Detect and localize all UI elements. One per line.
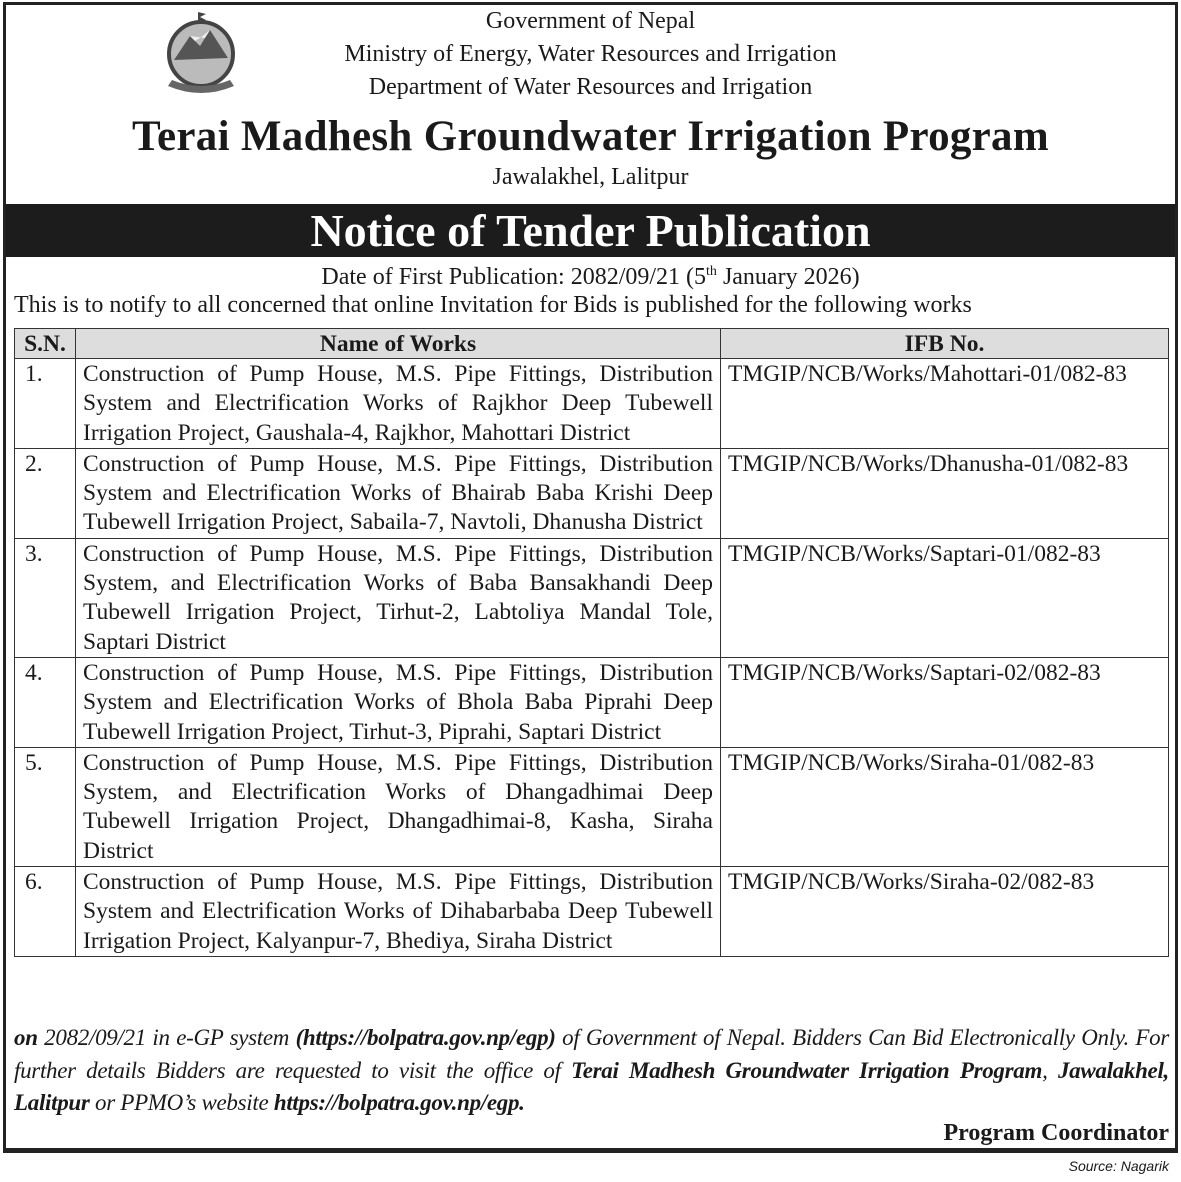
cell-ifb: TMGIP/NCB/Works/Mahottari-01/082-83 xyxy=(721,359,1169,449)
table-row xyxy=(15,359,1169,449)
gov-line: Government of Nepal xyxy=(485,8,696,34)
source: Source: Nagarik xyxy=(1068,1158,1169,1174)
table-row xyxy=(15,747,1169,866)
table-row xyxy=(15,538,1169,657)
cell-name: Construction of Pump House, M.S. Pipe Fittings, Distribution System and Electrification Works of Dihabarbaba Deep Tubewell Irrigation Project, Kalyanpur-7, Bhediya, Siraha District xyxy=(76,867,721,957)
footer-text: on 2082/09/21 in e-GP system (https://bolpatra.gov.np/egp) of Government of Nepal. Bidders Can Bid Electronically Only. For further details Bidders are requested to visit the office of Terai Madhesh Groundwater Irrigation Program, Jawalakhel, Lalitpur or PPMO’s website https://bolpatra.gov.np/egp. xyxy=(14,1025,1170,1115)
cell-ifb: TMGIP/NCB/Works/Siraha-01/082-83 xyxy=(721,747,1169,866)
header-ifb: IFB No. xyxy=(721,329,1169,359)
publication-date: Date of First Publication: 2082/09/21 (5th January 2026) xyxy=(321,264,860,290)
cell-name: Construction of Pump House, M.S. Pipe Fittings, Distribution System, and Electrification Works of Baba Bansakhandi Deep Tubewell Irrigation Project, Tirhut-2, Labtoliya Mandal Tole, Saptari District xyxy=(76,538,721,657)
program-title: Terai Madhesh Groundwater Irrigation Program xyxy=(132,113,1049,160)
table-row xyxy=(15,448,1169,538)
cell-sn: 4. xyxy=(15,657,76,747)
cell-name: Construction of Pump House, M.S. Pipe Fittings, Distribution System and Electrification Works of Bhairab Baba Krishi Deep Tubewell Irrigation Project, Sabaila-7, Navtoli, Dhanusha District xyxy=(76,448,721,538)
cell-sn: 3. xyxy=(15,538,76,657)
notice-title: Notice of Tender Publication xyxy=(6,204,1175,257)
cell-ifb: TMGIP/NCB/Works/Saptari-02/082-83 xyxy=(721,657,1169,747)
cell-sn: 5. xyxy=(15,747,76,866)
signature: Program Coordinator xyxy=(943,1120,1169,1146)
cell-name: Construction of Pump House, M.S. Pipe Fittings, Distribution System and Electrification Works of Bhola Baba Piprahi Deep Tubewell Irrigation Project, Tirhut-3, Piprahi, Saptari District xyxy=(76,657,721,747)
department-line: Department of Water Resources and Irrigation xyxy=(368,74,813,100)
address: Jawalakhel, Lalitpur xyxy=(492,164,689,190)
header-sn: S.N. xyxy=(15,329,76,359)
cell-ifb: TMGIP/NCB/Works/Dhanusha-01/082-83 xyxy=(721,448,1169,538)
table-row xyxy=(15,867,1169,957)
cell-sn: 6. xyxy=(15,867,76,957)
header-name: Name of Works xyxy=(76,329,721,359)
cell-name: Construction of Pump House, M.S. Pipe Fittings, Distribution System, and Electrification Works of Dhangadhimai Deep Tubewell Irrigation Project, Dhangadhimai-8, Kasha, Siraha District xyxy=(76,747,721,866)
cell-sn: 2. xyxy=(15,448,76,538)
works-table xyxy=(14,328,1169,957)
cell-ifb: TMGIP/NCB/Works/Siraha-02/082-83 xyxy=(721,867,1169,957)
intro-text: This is to notify to all concerned that online Invitation for Bids is published for the following works xyxy=(14,292,972,318)
cell-sn: 1. xyxy=(15,359,76,449)
cell-name: Construction of Pump House, M.S. Pipe Fittings, Distribution System and Electrification Works of Rajkhor Deep Tubewell Irrigation Project, Gaushala-4, Rajkhor, Mahottari District xyxy=(76,359,721,449)
table-row xyxy=(15,657,1169,747)
ministry-line: Ministry of Energy, Water Resources and Irrigation xyxy=(344,41,837,67)
cell-ifb: TMGIP/NCB/Works/Saptari-01/082-83 xyxy=(721,538,1169,657)
